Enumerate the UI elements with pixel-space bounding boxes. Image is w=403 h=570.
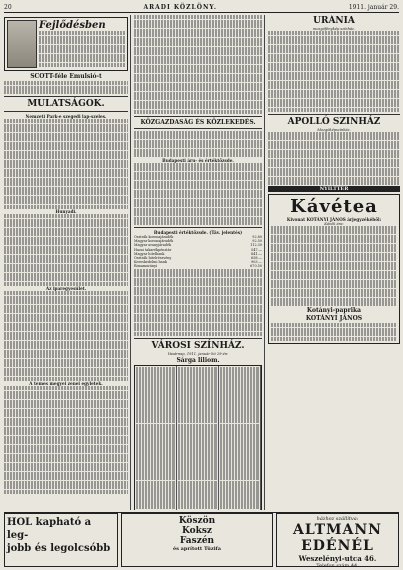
- table-row: Rimamurányi: [134, 264, 158, 269]
- left-bottom-ad: HOL kapható a leg- jobb és legolcsóbb: [4, 513, 118, 567]
- kotanyi-name: KOTÁNYI JÁNOS: [305, 315, 363, 322]
- column-left: [4, 15, 128, 510]
- kavetea-title: Kávétea: [290, 195, 378, 217]
- play-title: Sárga liliom.: [176, 356, 220, 364]
- fuel-ad: Köszön Koksz Faszén és aprított Tüzifa: [121, 513, 273, 567]
- table-row: Hazai takarékpénztár: [134, 247, 172, 252]
- column-right: [268, 15, 400, 510]
- article-heading: Az iparegyesület.: [45, 286, 87, 291]
- urania-title: URÁNIA: [313, 16, 355, 26]
- apollo-title: APOLLÓ SZINHÁZ: [287, 116, 381, 127]
- table-row: Kereskedelmi bank: [134, 260, 167, 265]
- nyiltter-banner: NYILTTÉR: [268, 186, 400, 192]
- table-row: Osztrák koronajáradék: [134, 235, 174, 239]
- ad-subheadline: SCOTT-féle Emulsió-t: [30, 73, 102, 80]
- table-row: Osztrák hitelrészvény: [134, 256, 172, 261]
- table-row: Magyar hitelbank: [134, 251, 165, 256]
- altmann-ad: házhoz szállítva: ALTMANN EDÉNÉL Weszelényi-utca 46. Telefon szám 44.: [276, 513, 399, 567]
- page-number: 20: [4, 3, 12, 11]
- kotanyi-ad: [268, 194, 400, 345]
- ad-headline: Fejlődésben: [39, 20, 106, 31]
- exchange-title: Budapesti értéktőzsde. (Táv. jelentés): [153, 230, 243, 235]
- theater-title: VÁROSI SZÍNHÁZ.: [151, 340, 245, 351]
- paprika-title: Kotányi-paprika: [306, 307, 362, 314]
- column-middle: [134, 15, 262, 510]
- altmann-name: ALTMANN EDÉNÉL: [293, 522, 382, 554]
- theater-date: Vasárnap, 1911. január hó 29-én:: [167, 351, 229, 356]
- article-heading: Nemzeti Park-e szegedi lap-szeles.: [25, 114, 107, 119]
- ad-illustration-icon: [7, 20, 37, 68]
- column-rule: [264, 15, 265, 510]
- article-heading: Hunyadi.: [55, 209, 77, 214]
- bottom-ads: [4, 512, 399, 567]
- issue-date: 1911. január 29.: [348, 3, 399, 11]
- section-title: MULATSÁGOK.: [27, 99, 105, 109]
- article-heading: A temes megyei zenei egyletek.: [29, 381, 103, 386]
- page-header: [4, 2, 399, 13]
- timetable: [134, 365, 262, 510]
- urania-subtitle: mozgófénykép színház.: [312, 27, 356, 31]
- apollo-subtitle: Mozgóképszínház.: [317, 127, 351, 132]
- kavetea-maker: Kivonat KOTÁNYI JÁNOS árjegyzékéből:: [286, 216, 382, 222]
- section-title: KÖZGAZDASÁG ÉS KÖZLEKEDÉS.: [140, 118, 256, 126]
- paper-title: ARADI KÖZLÖNY.: [143, 3, 218, 11]
- exchange-table: Osztrák koronajáradék 92.80 Magyar koronajáradék 92.50 Magyar aranyjáradék 112.30 Hazai takarékpénztár 547.— Magyar hitelbank 841.— Osztrák hitelrészvény 658.— Kereskedelmi bank 903.— Rimamurányi 670.50: [134, 235, 262, 269]
- scott-emulsion-ad: [4, 17, 128, 71]
- column-rule: [130, 15, 131, 510]
- price-title: Kávék ára:: [324, 221, 344, 226]
- table-row: Magyar aranyjáradék: [134, 243, 172, 248]
- market-title: Budapesti áru- és értéktőzsde.: [162, 157, 234, 163]
- table-row: Magyar koronajáradék: [134, 239, 174, 244]
